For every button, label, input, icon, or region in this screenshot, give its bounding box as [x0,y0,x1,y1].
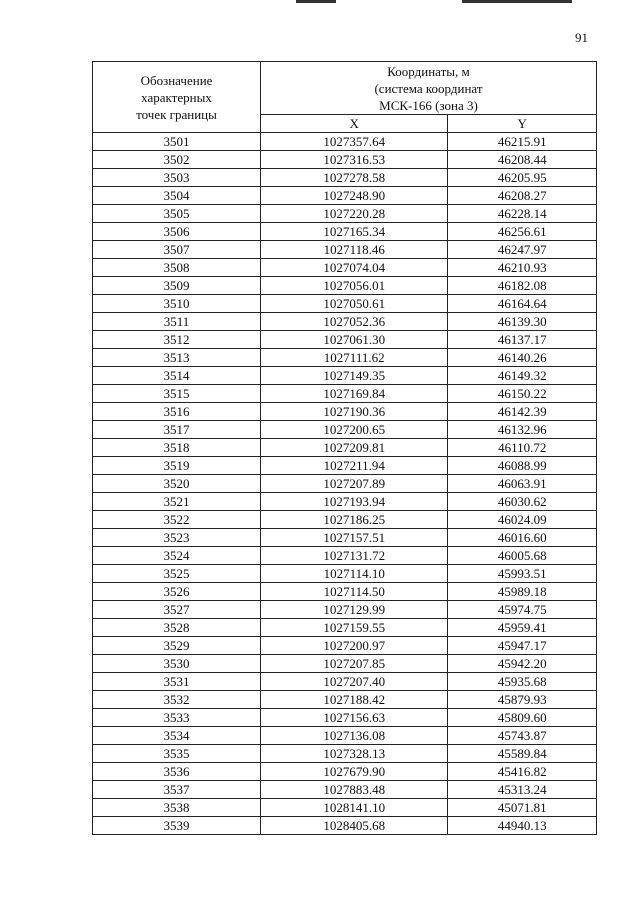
y-coordinate-cell: 46140.26 [448,349,597,367]
x-coordinate-cell: 1027188.42 [261,691,448,709]
header-text-line: точек границы [136,106,217,122]
x-coordinate-cell: 1028405.68 [261,817,448,835]
y-coordinate-cell: 46208.44 [448,151,597,169]
table-row [93,619,597,637]
x-coordinate-cell: 1027050.61 [261,295,448,313]
table-row [93,313,597,331]
table-row [93,547,597,565]
y-coordinate-cell: 45589.84 [448,745,597,763]
y-coordinate-cell: 46016.60 [448,529,597,547]
table-row [93,511,597,529]
x-coordinate-cell: 1027186.25 [261,511,448,529]
point-id-cell: 3510 [93,295,261,313]
table-header [93,62,597,133]
table-row [93,799,597,817]
point-id-cell: 3531 [93,673,261,691]
table-row [93,583,597,601]
x-coordinate-cell: 1027328.13 [261,745,448,763]
header-row [93,62,597,115]
x-coordinate-cell: 1027357.64 [261,133,448,151]
x-coordinate-cell: 1027207.89 [261,475,448,493]
y-coordinate-cell: 46030.62 [448,493,597,511]
point-id-cell: 3536 [93,763,261,781]
scan-artifact-mark [462,0,572,3]
point-id-cell: 3521 [93,493,261,511]
table-row [93,691,597,709]
y-coordinate-cell: 46182.08 [448,277,597,295]
table-row [93,133,597,151]
y-coordinate-cell: 45959.41 [448,619,597,637]
header-point-designation [93,62,261,133]
point-id-cell: 3530 [93,655,261,673]
table-row [93,763,597,781]
table-row [93,637,597,655]
point-id-cell: 3535 [93,745,261,763]
table-row [93,205,597,223]
table-row [93,385,597,403]
y-coordinate-cell: 45993.51 [448,565,597,583]
x-coordinate-cell: 1027165.34 [261,223,448,241]
point-id-cell: 3505 [93,205,261,223]
point-id-cell: 3539 [93,817,261,835]
x-coordinate-cell: 1028141.10 [261,799,448,817]
table-row [93,475,597,493]
x-coordinate-cell: 1027074.04 [261,259,448,277]
y-coordinate-cell: 46063.91 [448,475,597,493]
coordinates-table [92,61,597,835]
y-coordinate-cell: 45743.87 [448,727,597,745]
point-id-cell: 3502 [93,151,261,169]
point-id-cell: 3511 [93,313,261,331]
x-coordinate-cell: 1027114.10 [261,565,448,583]
table-row [93,493,597,511]
page-number: 91 [575,30,588,45]
point-id-cell: 3525 [93,565,261,583]
y-coordinate-cell: 46205.95 [448,169,597,187]
y-coordinate-cell: 46024.09 [448,511,597,529]
header-coordinates [261,62,597,115]
x-coordinate-cell: 1027114.50 [261,583,448,601]
table-row [93,241,597,259]
point-id-cell: 3538 [93,799,261,817]
point-id-cell: 3519 [93,457,261,475]
x-coordinate-cell: 1027209.81 [261,439,448,457]
x-coordinate-cell: 1027278.58 [261,169,448,187]
point-id-cell: 3514 [93,367,261,385]
table-row [93,349,597,367]
table-row [93,403,597,421]
x-coordinate-cell: 1027200.97 [261,637,448,655]
y-coordinate-cell: 46088.99 [448,457,597,475]
x-coordinate-cell: 1027207.40 [261,673,448,691]
table-row [93,331,597,349]
point-id-cell: 3524 [93,547,261,565]
header-text-line: (система координат [374,80,483,96]
table-row [93,529,597,547]
table-row [93,295,597,313]
table-row [93,277,597,295]
point-id-cell: 3512 [93,331,261,349]
y-coordinate-cell: 45071.81 [448,799,597,817]
x-coordinate-cell: 1027207.85 [261,655,448,673]
x-coordinate-cell: 1027190.36 [261,403,448,421]
x-coordinate-cell: 1027052.36 [261,313,448,331]
y-coordinate-cell: 45416.82 [448,763,597,781]
point-id-cell: 3520 [93,475,261,493]
table-row [93,439,597,457]
x-coordinate-cell: 1027193.94 [261,493,448,511]
table-row [93,727,597,745]
point-id-cell: 3522 [93,511,261,529]
y-coordinate-cell: 46164.64 [448,295,597,313]
point-id-cell: 3508 [93,259,261,277]
point-id-cell: 3533 [93,709,261,727]
x-coordinate-cell: 1027220.28 [261,205,448,223]
point-id-cell: 3532 [93,691,261,709]
x-coordinate-cell: 1027129.99 [261,601,448,619]
point-id-cell: 3506 [93,223,261,241]
point-id-cell: 3527 [93,601,261,619]
scan-artifact-mark [296,0,336,3]
x-coordinate-cell: 1027169.84 [261,385,448,403]
table-row [93,565,597,583]
point-id-cell: 3526 [93,583,261,601]
table-row [93,151,597,169]
point-id-cell: 3523 [93,529,261,547]
x-coordinate-cell: 1027200.65 [261,421,448,439]
table-row [93,745,597,763]
y-coordinate-cell: 45879.93 [448,691,597,709]
x-coordinate-cell: 1027157.51 [261,529,448,547]
x-coordinate-cell: 1027156.63 [261,709,448,727]
table-row [93,421,597,439]
x-coordinate-cell: 1027211.94 [261,457,448,475]
point-id-cell: 3537 [93,781,261,799]
point-id-cell: 3528 [93,619,261,637]
point-id-cell: 3507 [93,241,261,259]
y-coordinate-cell: 46142.39 [448,403,597,421]
header-text-line: Координаты, м [387,63,470,79]
y-coordinate-cell: 45942.20 [448,655,597,673]
table-row [93,601,597,619]
point-id-cell: 3504 [93,187,261,205]
point-id-cell: 3534 [93,727,261,745]
y-coordinate-cell: 45974.75 [448,601,597,619]
header-text-line: характерных [141,89,212,105]
y-coordinate-cell: 45989.18 [448,583,597,601]
header-text-line: МСК-166 (зона 3) [379,97,478,113]
y-coordinate-cell: 45313.24 [448,781,597,799]
header-y: Y [448,115,597,133]
y-coordinate-cell: 46247.97 [448,241,597,259]
table-row [93,655,597,673]
x-coordinate-cell: 1027118.46 [261,241,448,259]
table-row [93,187,597,205]
point-id-cell: 3501 [93,133,261,151]
table-body [93,133,597,835]
y-coordinate-cell: 46005.68 [448,547,597,565]
y-coordinate-cell: 46150.22 [448,385,597,403]
point-id-cell: 3513 [93,349,261,367]
table-row [93,817,597,835]
x-coordinate-cell: 1027111.62 [261,349,448,367]
x-coordinate-cell: 1027316.53 [261,151,448,169]
point-id-cell: 3517 [93,421,261,439]
y-coordinate-cell: 45809.60 [448,709,597,727]
x-coordinate-cell: 1027159.55 [261,619,448,637]
x-coordinate-cell: 1027679.90 [261,763,448,781]
x-coordinate-cell: 1027136.08 [261,727,448,745]
x-coordinate-cell: 1027061.30 [261,331,448,349]
y-coordinate-cell: 46149.32 [448,367,597,385]
point-id-cell: 3529 [93,637,261,655]
table-row [93,673,597,691]
y-coordinate-cell: 46256.61 [448,223,597,241]
table-row [93,457,597,475]
y-coordinate-cell: 45947.17 [448,637,597,655]
header-x: X [261,115,448,133]
point-id-cell: 3516 [93,403,261,421]
y-coordinate-cell: 46139.30 [448,313,597,331]
y-coordinate-cell: 46228.14 [448,205,597,223]
point-id-cell: 3503 [93,169,261,187]
point-id-cell: 3509 [93,277,261,295]
y-coordinate-cell: 46208.27 [448,187,597,205]
point-id-cell: 3515 [93,385,261,403]
header-text-line: Обозначение [140,72,213,88]
table-row [93,781,597,799]
y-coordinate-cell: 46110.72 [448,439,597,457]
y-coordinate-cell: 46132.96 [448,421,597,439]
x-coordinate-cell: 1027248.90 [261,187,448,205]
y-coordinate-cell: 46215.91 [448,133,597,151]
x-coordinate-cell: 1027149.35 [261,367,448,385]
table-row [93,223,597,241]
x-coordinate-cell: 1027883.48 [261,781,448,799]
y-coordinate-cell: 45935.68 [448,673,597,691]
table-row [93,709,597,727]
table-row [93,259,597,277]
table-row [93,169,597,187]
y-coordinate-cell: 44940.13 [448,817,597,835]
x-coordinate-cell: 1027056.01 [261,277,448,295]
table-row [93,367,597,385]
x-coordinate-cell: 1027131.72 [261,547,448,565]
y-coordinate-cell: 46137.17 [448,331,597,349]
point-id-cell: 3518 [93,439,261,457]
y-coordinate-cell: 46210.93 [448,259,597,277]
